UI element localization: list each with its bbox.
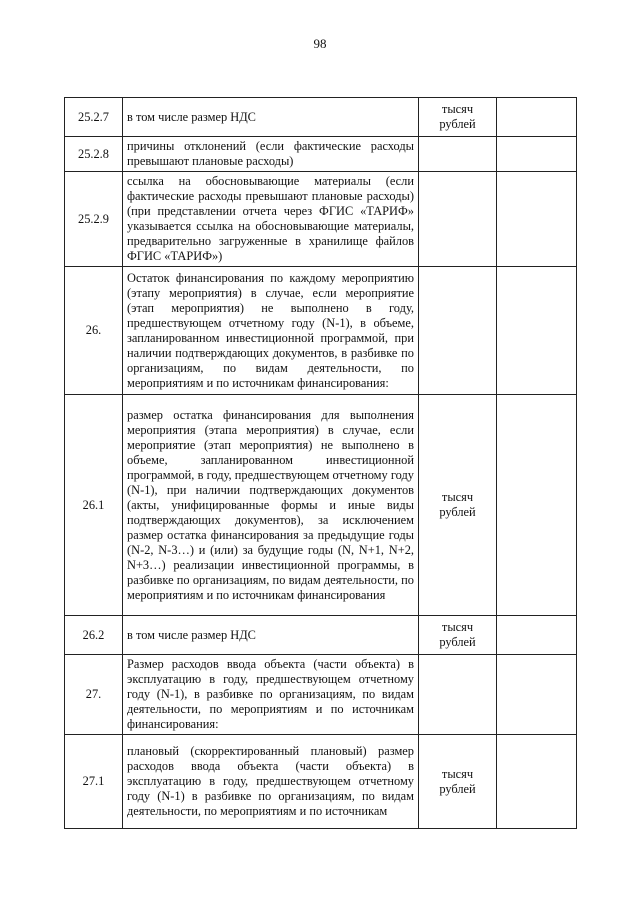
- row-value-cell: [497, 172, 577, 267]
- table-row: [65, 267, 577, 395]
- table-row: [65, 395, 577, 616]
- table-row: [65, 616, 577, 655]
- row-value-cell: [497, 267, 577, 395]
- row-description: ссылка на обосновывающие материалы (если фактические расходы превышают плановые расходы) (при представлении отчета через ФГИС «ТАРИФ» указывается ссылка на обосновывающие материалы, предварительно загруженные в хранилище файлов ФГИС «ТАРИФ»): [123, 172, 419, 267]
- row-number: 26.1: [65, 395, 123, 616]
- row-unit: тысяч рублей: [419, 98, 497, 137]
- row-number: 25.2.7: [65, 98, 123, 137]
- table-row: [65, 735, 577, 829]
- table-row: [65, 137, 577, 172]
- row-description: в том числе размер НДС: [123, 616, 419, 655]
- row-description: Остаток финансирования по каждому мероприятию (этапу мероприятия) в случае, если мероприятие (этап мероприятия) не выполнено в году, предшествующем отчетному году (N-1), в объеме, запланированном инвестиционной программой, при наличии подтверждающих документов, в разбивке по организациям, по видам деятельности, по мероприятиям и по источникам финансирования:: [123, 267, 419, 395]
- table-row: [65, 98, 577, 137]
- table-row: [65, 655, 577, 735]
- row-unit: тысяч рублей: [419, 735, 497, 829]
- row-unit: тысяч рублей: [419, 616, 497, 655]
- row-number: 26.2: [65, 616, 123, 655]
- row-description: в том числе размер НДС: [123, 98, 419, 137]
- row-description: Размер расходов ввода объекта (части объекта) в эксплуатацию в году, предшествующем отчетному году (N-1), в разбивке по организациям, по видам деятельности, по мероприятиям и по источникам финансирования:: [123, 655, 419, 735]
- row-value-cell: [497, 655, 577, 735]
- row-unit: [419, 172, 497, 267]
- row-value-cell: [497, 98, 577, 137]
- row-unit: тысяч рублей: [419, 395, 497, 616]
- row-number: 26.: [65, 267, 123, 395]
- row-unit: [419, 655, 497, 735]
- row-value-cell: [497, 735, 577, 829]
- row-number: 25.2.9: [65, 172, 123, 267]
- table-row: [65, 172, 577, 267]
- row-number: 25.2.8: [65, 137, 123, 172]
- row-unit: [419, 137, 497, 172]
- row-number: 27.: [65, 655, 123, 735]
- row-value-cell: [497, 395, 577, 616]
- row-description: размер остатка финансирования для выполнения мероприятия (этапа мероприятия) в случае, если мероприятие (этап мероприятия) не выполнено в объеме, запланированном инвестиционной программой, в году, предшествующем отчетному году (N-1), при наличии подтверждающих документов (акты, унифицированные формы и иные виды подтверждающих документов), за исключением размер остатка финансирования за предыдущие годы (N-2, N-3…) и (или) за будущие годы (N, N+1, N+2, N+3…) реализации инвестиционной программы, в разбивке по организациям, по видам деятельности, по мероприятиям и по источникам финансирования: [123, 395, 419, 616]
- row-description: плановый (скорректированный плановый) размер расходов ввода объекта (части объекта) в эксплуатацию в году, предшествующем отчетному году (N-1) в разбивке по организациям, по видам деятельности, по мероприятиям и по источникам: [123, 735, 419, 829]
- requirements-table: [64, 97, 577, 829]
- row-unit: [419, 267, 497, 395]
- page-number: 98: [313, 36, 327, 51]
- row-number: 27.1: [65, 735, 123, 829]
- row-value-cell: [497, 616, 577, 655]
- row-value-cell: [497, 137, 577, 172]
- row-description: причины отклонений (если фактические расходы превышают плановые расходы): [123, 137, 419, 172]
